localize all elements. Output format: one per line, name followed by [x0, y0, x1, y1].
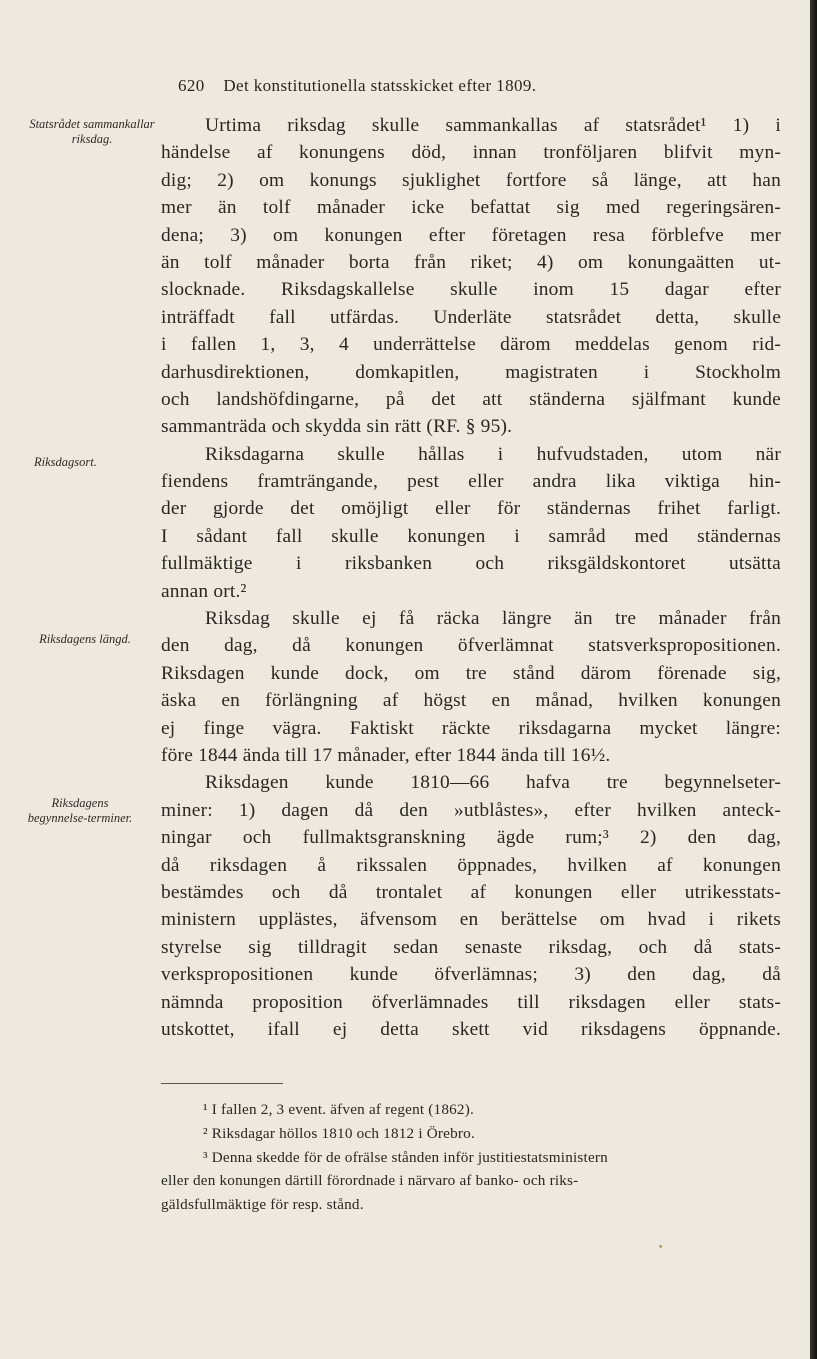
body-line: verkspropositionen kunde öfverlämnas; 3) den dag, då [161, 964, 781, 986]
body-line: Urtima riksdag skulle sammankallas af statsrådet¹ 1) i [205, 115, 781, 136]
body-line: dig; 2) om konungs sjuklighet fortfore så länge, att han [161, 169, 781, 191]
body-line: och landshöfdingarne, på det att ständerna själfmant kunde [161, 388, 781, 410]
body-line: mer än tolf månader icke befattat sig med regeringsären- [161, 197, 781, 219]
body-text [161, 112, 781, 1043]
footnote-divider [161, 1083, 283, 1084]
body-line: nämnda proposition öfverlämnades till riksdagen eller stats- [161, 991, 781, 1013]
body-line: sammanträda och skydda sin rätt (RF. § 95). [161, 416, 513, 438]
margin-note-riksdagens-langd: Riksdagens längd. [39, 632, 131, 646]
body-line: ningar och fullmaktsgranskning ägde rum;³ 2) den dag, [161, 827, 781, 849]
body-line: Riksdagen kunde 1810—66 hafva tre begynnelseter- [205, 772, 781, 794]
body-line: der gjorde det omöjligt eller för ständernas frihet farligt. [161, 498, 781, 520]
body-line: den dag, då konungen öfverlämnat statsverkspropositionen. [161, 635, 781, 657]
body-line: ej finge vägra. Faktiskt räckte riksdagarna mycket längre: [161, 717, 781, 739]
paper-speck: • [658, 1243, 664, 1253]
body-line: utskottet, ifall ej detta skett vid riksdagens öppnande. [161, 1018, 781, 1040]
footnote-3-continuation: eller den konungen därtill förordnade i närvaro af banko- och riks- [161, 1172, 579, 1190]
body-line: I sådant fall skulle konungen i samråd med ständernas [161, 525, 781, 547]
body-line: äska en förlängning af högst en månad, hvilken konungen [161, 690, 781, 712]
body-line: händelse af konungens död, innan tronföljaren blifvit myn- [161, 142, 781, 164]
margin-note-statsradet: Statsrådet sammankallar riksdag. [29, 117, 155, 146]
body-line: slocknade. Riksdagskallelse skulle inom 15 dagar efter [161, 279, 781, 301]
body-line: än tolf månader borta från riket; 4) om konungaätten ut- [161, 251, 781, 273]
page-edge-shadow [810, 0, 817, 1359]
footnote-1: ¹ I fallen 2, 3 event. äfven af regent (1862). [203, 1101, 474, 1118]
body-line: styrelse sig tilldragit sedan senaste riksdag, och då stats- [161, 936, 781, 958]
body-line: Riksdagarna skulle hållas i hufvudstaden, utom när [205, 443, 781, 465]
body-line: ministern upplästes, äfvensom en berättelse om hvad i rikets [161, 909, 781, 931]
body-line: då riksdagen å rikssalen öppnades, hvilken af konungen [161, 854, 781, 876]
margin-note-begynnelseterminer: Riksdagens begynnelse-terminer. [27, 796, 133, 825]
footnote-2: ² Riksdagar höllos 1810 och 1812 i Örebro. [203, 1124, 475, 1142]
body-line: annan ort.² [161, 580, 247, 602]
body-line: dena; 3) om konungen efter företagen resa förblefve mer [161, 224, 781, 246]
footnotes [161, 1098, 781, 1217]
body-line: bestämdes och då trontalet af konungen eller utrikesstats- [161, 881, 781, 903]
page-number: 620 [178, 76, 205, 95]
footnote-3: ³ Denna skedde för de ofrälse stånden inför justitiestatsministern [203, 1148, 608, 1166]
body-line: miner: 1) dagen då den »utblåstes», efter hvilken anteck- [161, 799, 781, 821]
footnote-3-continuation: gäldsfullmäktige för resp. stånd. [161, 1196, 364, 1214]
body-line: Riksdag skulle ej få räcka längre än tre månader från [205, 608, 781, 630]
body-line: före 1844 ända till 17 månader, efter 1844 ända till 16½. [161, 744, 611, 766]
body-line: i fallen 1, 3, 4 underrättelse därom meddelas genom rid- [161, 334, 781, 356]
margin-note-riksdagsort: Riksdagsort. [34, 455, 97, 469]
body-line: fiendens framträngande, pest eller andra lika viktiga hin- [161, 471, 781, 493]
running-header [178, 76, 698, 96]
body-line: fullmäktige i riksbanken och riksgäldskontoret utsätta [161, 553, 781, 575]
body-line: inträffadt fall utfärdas. Underläte statsrådet detta, skulle [161, 306, 781, 328]
body-line: Riksdagen kunde dock, om tre stånd därom förenade sig, [161, 662, 781, 684]
running-title: Det konstitutionella statsskicket efter 1809. [223, 76, 537, 95]
body-line: darhusdirektionen, domkapitlen, magistraten i Stockholm [161, 361, 781, 383]
